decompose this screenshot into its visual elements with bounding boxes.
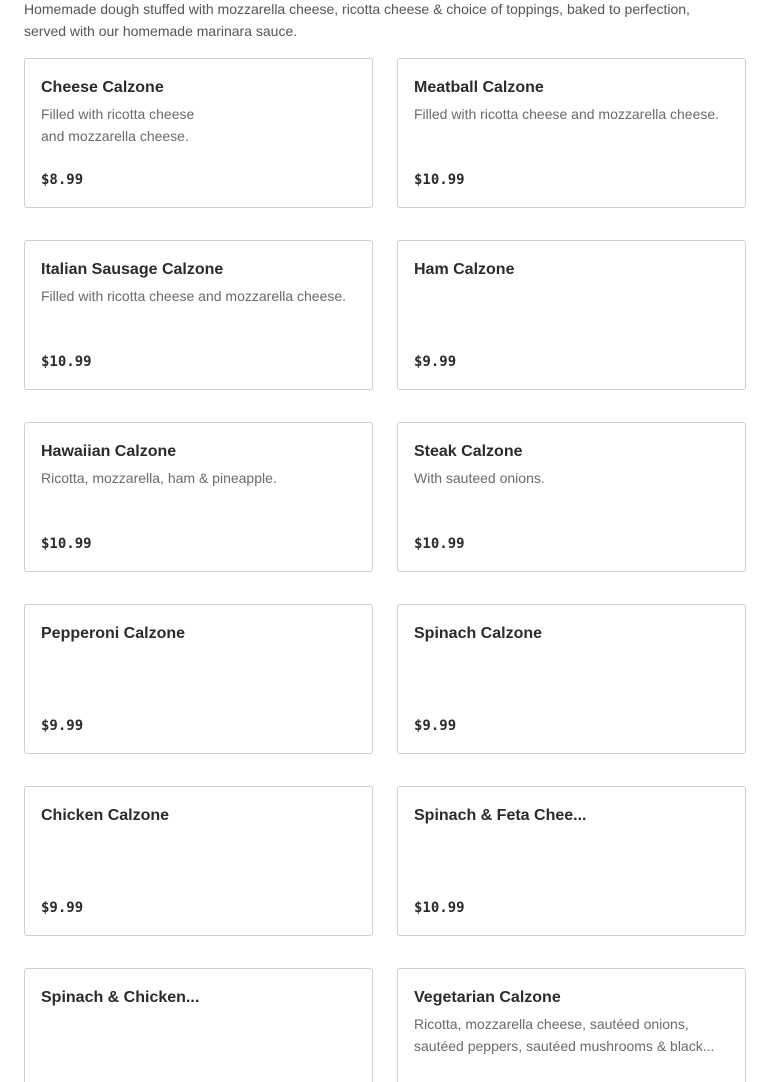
- menu-item-name: Pepperoni Calzone: [41, 625, 186, 642]
- menu-item-card-italian-sausage-calzone[interactable]: [24, 240, 373, 390]
- menu-item-price: $10.99: [41, 354, 92, 370]
- menu-item-description-line: Filled with ricotta cheese and mozzarella cheese.: [414, 106, 720, 122]
- menu-item-price: $9.99: [41, 718, 84, 734]
- menu-item-description-line: Filled with ricotta cheese and mozzarella cheese.: [41, 288, 347, 304]
- menu-item-description: [414, 103, 731, 125]
- menu-item-description-line: Ricotta, mozzarella, ham & pineapple.: [41, 470, 277, 486]
- menu-item-price: $10.99: [41, 536, 92, 552]
- menu-item-description: [41, 467, 358, 489]
- menu-item-card-ham-calzone[interactable]: [397, 240, 746, 390]
- menu-item-description-line: Filled with ricotta cheese: [41, 106, 195, 122]
- menu-item-card-hawaiian-calzone[interactable]: [24, 422, 373, 572]
- menu-item-card-spinach-chicken-calzone[interactable]: [24, 968, 373, 1082]
- menu-item-price: $9.99: [414, 354, 457, 370]
- menu-item-card-meatball-calzone[interactable]: [397, 58, 746, 208]
- menu-item-price: $9.99: [414, 718, 457, 734]
- section-description-line: served with our homemade marinara sauce.: [24, 23, 298, 39]
- menu-item-name: Vegetarian Calzone: [414, 989, 561, 1006]
- menu-item-name: Ham Calzone: [414, 261, 515, 278]
- menu-item-name: Chicken Calzone: [41, 807, 170, 824]
- menu-item-name: Steak Calzone: [414, 443, 523, 460]
- menu-item-name: Spinach Calzone: [414, 625, 543, 642]
- menu-item-grid: [24, 58, 746, 1082]
- menu-item-description: [414, 1013, 731, 1057]
- menu-item-description-line: Ricotta, mozzarella cheese, sautéed onions,: [414, 1016, 689, 1032]
- menu-item-name: Spinach & Feta Chee...: [414, 807, 587, 824]
- menu-item-description-line: sautéed peppers, sautéed mushrooms & black...: [414, 1038, 715, 1054]
- menu-item-name: Meatball Calzone: [414, 79, 544, 96]
- menu-item-description-line: and mozzarella cheese.: [41, 128, 189, 144]
- menu-item-price: $10.99: [414, 536, 465, 552]
- menu-item-card-spinach-calzone[interactable]: [397, 604, 746, 754]
- menu-item-card-cheese-calzone[interactable]: [24, 58, 373, 208]
- menu-item-name: Hawaiian Calzone: [41, 443, 177, 460]
- menu-item-card-vegetarian-calzone[interactable]: [397, 968, 746, 1082]
- menu-item-description-line: With sauteed onions.: [414, 470, 545, 486]
- menu-item-description: [41, 103, 358, 147]
- menu-item-card-spinach-feta-calzone[interactable]: [397, 786, 746, 936]
- menu-item-name: Cheese Calzone: [41, 79, 164, 96]
- menu-item-price: $9.99: [41, 900, 84, 916]
- menu-item-price: $10.99: [414, 900, 465, 916]
- menu-item-price: $8.99: [41, 172, 84, 188]
- menu-item-description: [41, 285, 358, 307]
- section-description-line: Homemade dough stuffed with mozzarella cheese, ricotta cheese & choice of toppings, baked to perfection,: [24, 1, 690, 17]
- section-description: [24, 0, 724, 42]
- menu-item-card-steak-calzone[interactable]: [397, 422, 746, 572]
- menu-item-card-chicken-calzone[interactable]: [24, 786, 373, 936]
- menu-item-name: Italian Sausage Calzone: [41, 261, 224, 278]
- menu-item-name: Spinach & Chicken...: [41, 989, 200, 1006]
- menu-item-price: $10.99: [414, 172, 465, 188]
- menu-item-description: [414, 467, 731, 489]
- menu-item-card-pepperoni-calzone[interactable]: [24, 604, 373, 754]
